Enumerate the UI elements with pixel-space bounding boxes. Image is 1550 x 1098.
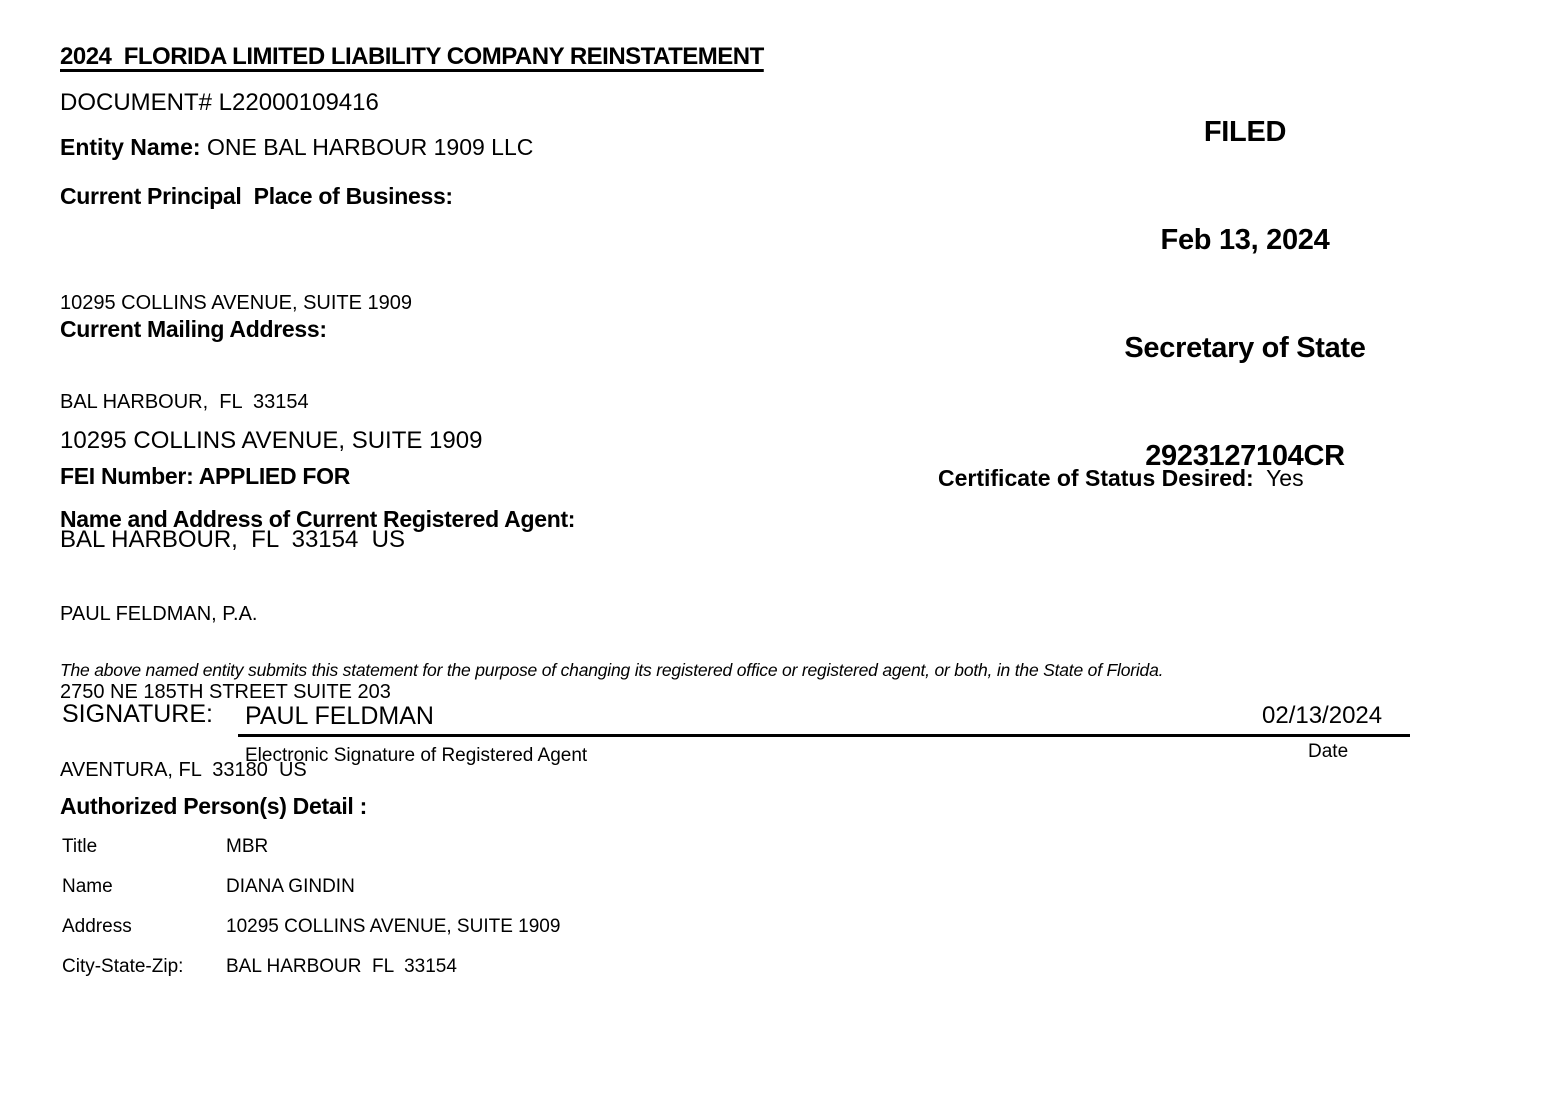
mailing-address-line1: 10295 COLLINS AVENUE, SUITE 1909 — [60, 427, 483, 454]
authorized-person-name-value: DIANA GINDIN — [226, 876, 355, 897]
filed-stamp-office: Secretary of State — [1124, 332, 1366, 364]
authorized-person-address-label: Address — [62, 916, 132, 937]
registered-agent-address-line1: 2750 NE 185TH STREET SUITE 203 — [60, 681, 391, 703]
signature-value: PAUL FELDMAN — [245, 702, 434, 730]
certificate-of-status-value: Yes — [1266, 465, 1304, 491]
mailing-address-line2: BAL HARBOUR, FL 33154 US — [60, 526, 406, 553]
signature-label: SIGNATURE: — [62, 700, 213, 728]
entity-name-value: ONE BAL HARBOUR 1909 LLC — [206, 134, 534, 160]
filed-stamp-status: FILED — [1203, 116, 1287, 148]
principal-place-heading: Current Principal Place of Business: — [60, 183, 453, 209]
page-title: 2024 FLORIDA LIMITED LIABILITY COMPANY REINSTATEMENT — [60, 43, 764, 70]
authorized-person-citystatezip-label: City-State-Zip: — [62, 956, 184, 977]
signature-date-value: 02/13/2024 — [1262, 702, 1383, 729]
entity-name-label: Entity Name: — [60, 134, 201, 160]
fei-number-row — [60, 462, 350, 491]
purpose-statement: The above named entity submits this statement for the purpose of changing its registered office or registered agent, or both, in the State of Florida. — [60, 660, 1164, 680]
registered-agent-heading: Name and Address of Current Registered Agent: — [60, 506, 576, 532]
certificate-of-status-label: Certificate of Status Desired: — [938, 465, 1254, 491]
authorized-person-citystatezip-value: BAL HARBOUR FL 33154 — [226, 956, 457, 977]
authorized-person-title-label: Title — [62, 836, 98, 857]
authorized-person-address-value: 10295 COLLINS AVENUE, SUITE 1909 — [226, 916, 561, 937]
fei-number-label: FEI Number: — [60, 463, 194, 489]
signature-caption: Electronic Signature of Registered Agent — [245, 745, 588, 766]
authorized-person-title-value: MBR — [226, 836, 269, 857]
signature-date-label: Date — [1308, 741, 1349, 762]
certificate-of-status-row — [938, 464, 1304, 493]
fei-number-value: APPLIED FOR — [198, 463, 351, 489]
registered-agent-name: PAUL FELDMAN, P.A. — [60, 603, 258, 625]
authorized-person-name-label: Name — [62, 876, 113, 897]
filed-stamp-number: 2923127104CR — [1145, 440, 1345, 472]
entity-name-row — [60, 133, 533, 162]
principal-address-line1: 10295 COLLINS AVENUE, SUITE 1909 — [60, 292, 413, 314]
signature-line — [238, 734, 1410, 737]
document-number: DOCUMENT# L22000109416 — [60, 89, 379, 116]
mailing-address-heading: Current Mailing Address: — [60, 316, 327, 342]
principal-address-line2: BAL HARBOUR, FL 33154 — [60, 391, 309, 413]
registered-agent-address-line2: AVENTURA, FL 33180 US — [60, 759, 307, 781]
filed-stamp-date: Feb 13, 2024 — [1160, 224, 1330, 256]
authorized-persons-heading: Authorized Person(s) Detail : — [60, 793, 367, 819]
